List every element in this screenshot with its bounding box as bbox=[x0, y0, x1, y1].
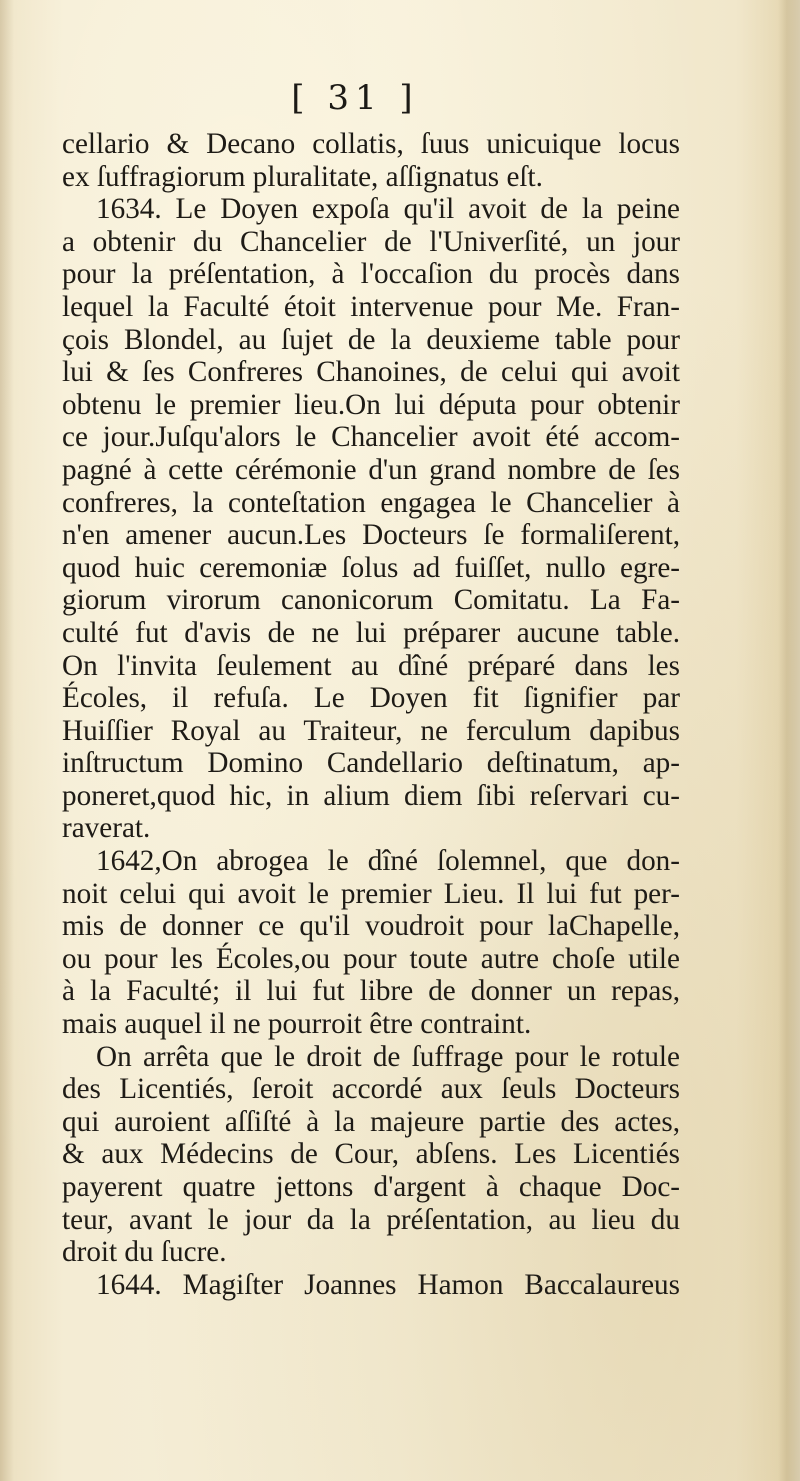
text-line: pour la préſentation, à l'occaſion du procès dans bbox=[62, 258, 680, 291]
text-line: teur, avant le jour da la préſentation, au lieu du bbox=[62, 1203, 680, 1236]
text-line: quod huic ceremoniæ ſolus ad fuiſſet, nullo egre- bbox=[62, 551, 680, 584]
text-line: 1634. Le Doyen expoſa qu'il avoit de la peine bbox=[96, 193, 680, 226]
text-line: ou pour les Écoles,ou pour toute autre choſe utile bbox=[62, 942, 680, 975]
page-gutter-shadow bbox=[0, 0, 14, 1481]
text-line: des Licentiés, ſeroit accordé aux ſeuls Docteurs bbox=[62, 1073, 680, 1106]
text-line: On arrêta que le droit de ſuffrage pour le rotule bbox=[96, 1040, 680, 1073]
text-line: a obtenir du Chancelier de l'Univerſité, un jour bbox=[62, 225, 680, 258]
text-line: ce jour.Juſqu'alors le Chancelier avoit été accom- bbox=[62, 421, 680, 454]
text-line: & aux Médecins de Cour, abſens. Les Licentiés bbox=[62, 1138, 680, 1171]
text-line: poneret,quod hic, in alium diem ſibi reſervari cu- bbox=[62, 779, 680, 812]
text-line: inſtructum Domino Candellario deſtinatum, ap- bbox=[62, 747, 680, 780]
text-line: pagné à cette cérémonie d'un grand nombre de ſes bbox=[62, 453, 680, 486]
text-line: obtenu le premier lieu.On lui députa pour obtenir bbox=[62, 388, 680, 421]
text-line: 1644. Magiſter Joannes Hamon Baccalaureus bbox=[96, 1268, 680, 1301]
text-line: payerent quatre jettons d'argent à chaque Doc- bbox=[62, 1171, 680, 1203]
page-edge bbox=[778, 0, 800, 1481]
text-line: confreres, la conteſtation engagea le Chancelier à bbox=[62, 486, 680, 519]
text-line: Huiſſier Royal au Traiteur, ne ferculum dapibus bbox=[62, 714, 680, 747]
text-line: droit du ſucre. bbox=[62, 1236, 227, 1269]
text-line: çois Blondel, au ſujet de la deuxieme table pour bbox=[62, 323, 680, 356]
page-number: [ 31 ] bbox=[291, 78, 419, 118]
text-line: mais auquel il ne pourroit être contraint. bbox=[62, 1008, 532, 1041]
text-line: noit celui qui avoit le premier Lieu. Il lui fut per- bbox=[62, 877, 680, 910]
text-line: à la Faculté; il lui fut libre de donner un repas, bbox=[62, 975, 680, 1008]
text-line: lequel la Faculté étoit intervenue pour Me. Fran- bbox=[62, 290, 680, 323]
text-line: n'en amener aucun.Les Docteurs ſe formaliſerent, bbox=[62, 519, 680, 552]
text-line: On l'invita ſeulement au dîné préparé dans les bbox=[62, 649, 680, 682]
text-line: cellario & Decano collatis, ſuus unicuique locus bbox=[62, 128, 680, 160]
text-line: 1642,On abrogea le dîné ſolemnel, que don- bbox=[96, 845, 680, 878]
text-line: giorum virorum canonicorum Comitatu. La Fa- bbox=[62, 584, 680, 617]
body-text bbox=[62, 128, 680, 1301]
text-line: qui auroient aſſiſté à la majeure partie des actes, bbox=[62, 1105, 680, 1138]
text-line: culté fut d'avis de ne lui préparer aucune table. bbox=[62, 616, 680, 649]
text-line: lui & ſes Confreres Chanoines, de celui qui avoit bbox=[62, 356, 680, 389]
text-line: Écoles, il refuſa. Le Doyen fit ſignifier par bbox=[62, 682, 680, 715]
text-line: raverat. bbox=[62, 812, 151, 845]
text-line: ex ſuffragiorum pluralitate, aſſignatus eſt. bbox=[62, 160, 543, 193]
text-line: mis de donner ce qu'il voudroit pour laChapelle, bbox=[62, 910, 680, 943]
